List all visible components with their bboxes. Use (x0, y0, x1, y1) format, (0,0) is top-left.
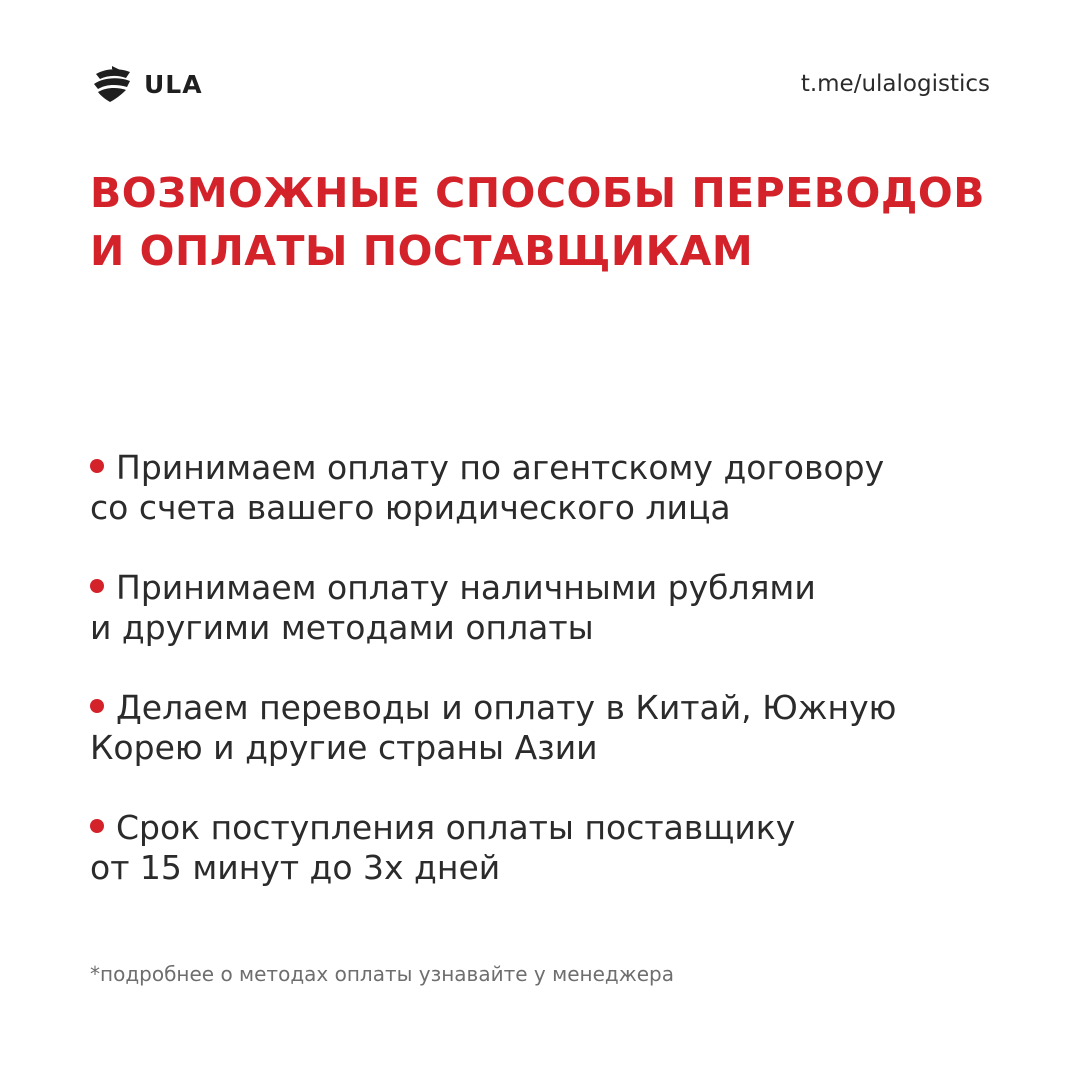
shield-swoosh-icon (90, 62, 134, 106)
bullet-dot-icon (90, 819, 104, 833)
page-title-line-1: ВОЗМОЖНЫЕ СПОСОБЫ ПЕРЕВОДОВ (90, 169, 985, 217)
feature-line-1 (90, 808, 990, 848)
feature-text: Делаем переводы и оплату в Китай, Южную (116, 688, 897, 727)
feature-line-2: от 15 минут до 3х дней (90, 848, 501, 887)
bullet-dot-icon (90, 459, 104, 473)
feature-item-agent-contract (90, 448, 990, 528)
telegram-channel-link[interactable]: t.me/ulalogistics (800, 71, 990, 97)
feature-item-asia-transfers (90, 688, 990, 768)
feature-line-2: и другими методами оплаты (90, 608, 594, 647)
logo[interactable] (90, 62, 203, 106)
page-title-line-2: И ОПЛАТЫ ПОСТАВЩИКАМ (90, 227, 754, 275)
feature-item-cash-payment (90, 568, 990, 648)
feature-line-1 (90, 448, 990, 488)
feature-list (90, 448, 990, 928)
feature-text: Принимаем оплату по агентскому договору (116, 448, 885, 487)
feature-line-2: со счета вашего юридического лица (90, 488, 731, 527)
feature-text: Срок поступления оплаты поставщику (116, 808, 796, 847)
feature-line-2: Корею и другие страны Азии (90, 728, 598, 767)
page-title (90, 164, 1020, 280)
logo-text: ULA (144, 69, 203, 99)
feature-item-delivery-time (90, 808, 990, 888)
bullet-dot-icon (90, 579, 104, 593)
feature-line-1 (90, 688, 990, 728)
header (90, 58, 990, 110)
footnote: *подробнее о методах оплаты узнавайте у менеджера (90, 962, 674, 986)
bullet-dot-icon (90, 699, 104, 713)
feature-text: Принимаем оплату наличными рублями (116, 568, 816, 607)
feature-line-1 (90, 568, 990, 608)
